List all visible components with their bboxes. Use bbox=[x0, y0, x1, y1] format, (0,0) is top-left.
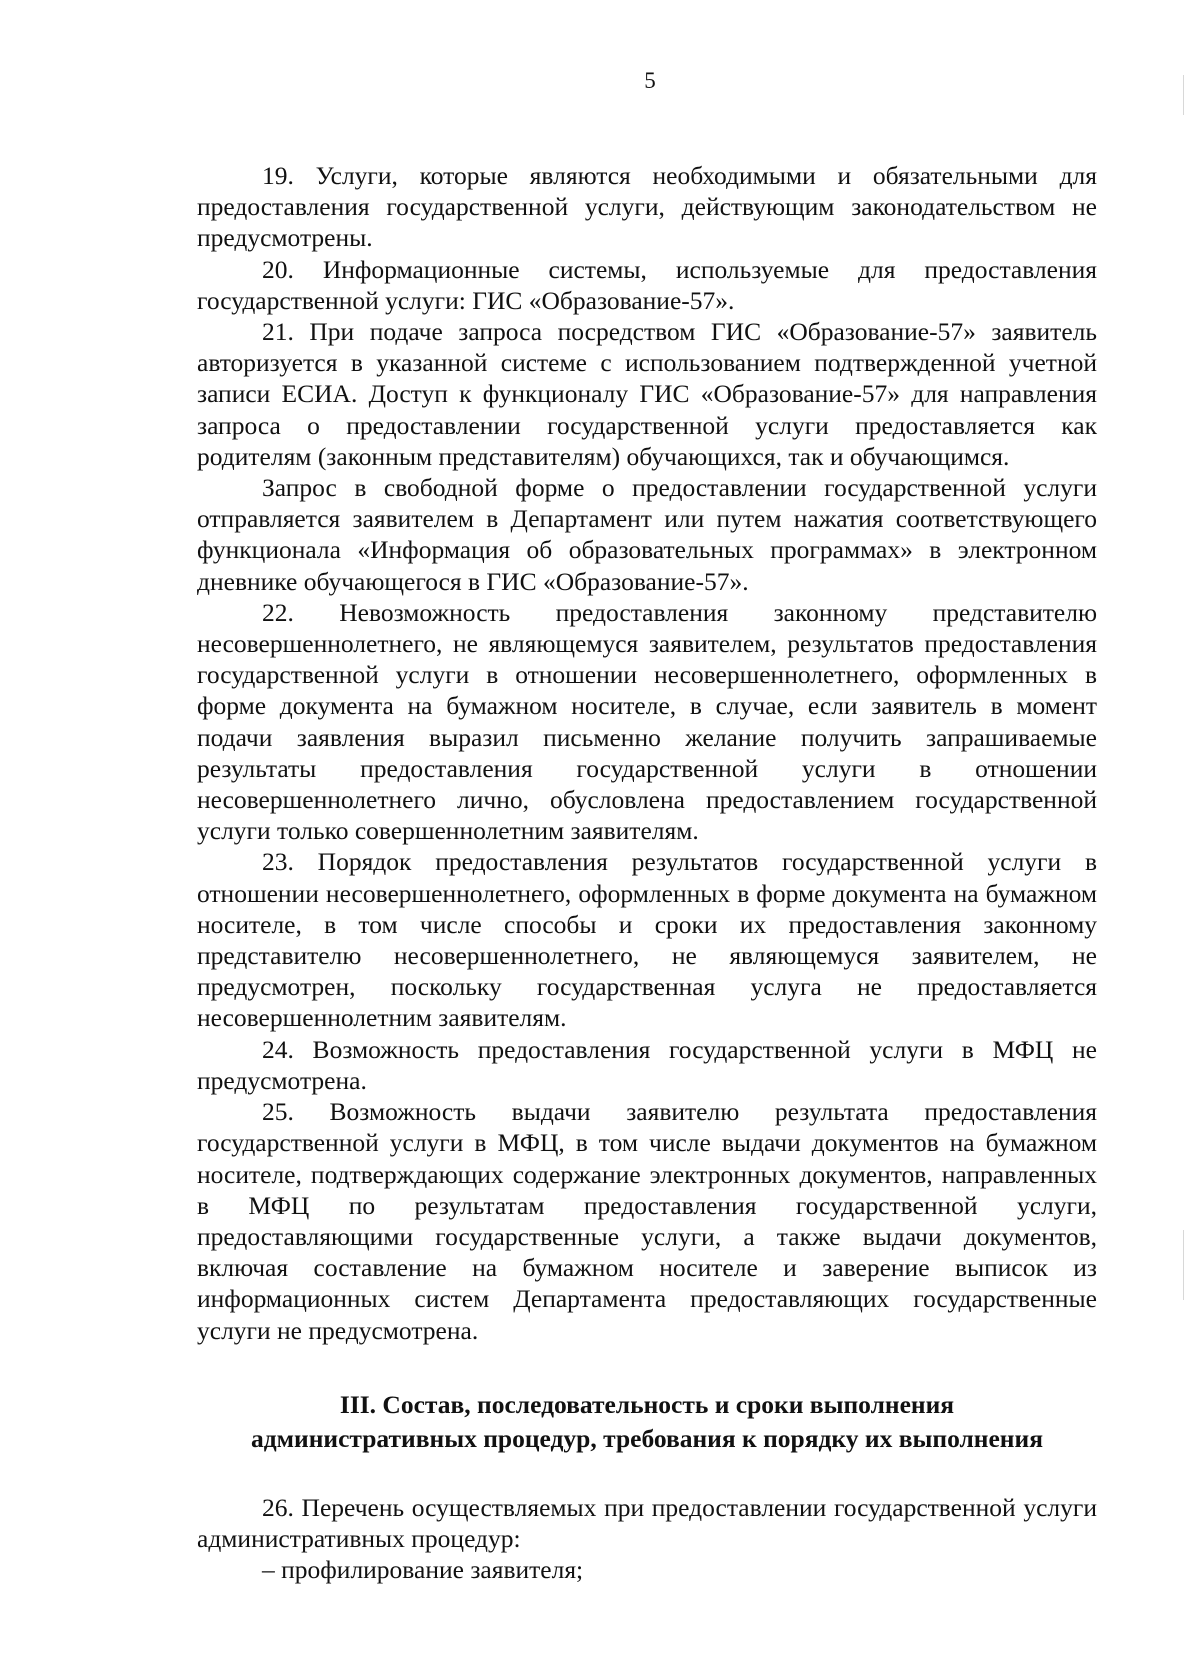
paragraph-20: 20. Информационные системы, используемые для предоставления государственной услуги: ГИС «Образование-57». bbox=[197, 254, 1097, 315]
scan-edge-mark bbox=[1183, 75, 1184, 115]
paragraph-21: 21. При подаче запроса посредством ГИС «Образование-57» заявитель авторизуется в указанной системе с использованием подтвержденной учетной записи ЕСИА. Доступ к функционалу ГИС «Образование-57» для направления запроса о предоставлении государственной услуги предоставляется как родителям (законным представителям) обучающихся, так и обучающимся. bbox=[197, 317, 1097, 471]
section-heading-line-1: III. Состав, последовательность и сроки выполнения bbox=[339, 1389, 955, 1419]
paragraph-25: 25. Возможность выдачи заявителю результата предоставления государственной услуги в МФЦ, в том числе выдачи документов на бумажном носителе, подтверждающих содержание электронных документов, направленных в МФЦ по результатам предоставления государственной услуги, предоставляющими государственные услуги, а также выдачи документов, включая составление на бумажном носителе и заверение выписок из информационных систем Департамента предоставляющих государственные услуги не предусмотрена. bbox=[197, 1097, 1097, 1345]
paragraph-24: 24. Возможность предоставления государственной услуги в МФЦ не предусмотрена. bbox=[197, 1034, 1097, 1095]
paragraph-22: 22. Невозможность предоставления законному представителю несовершеннолетнего, не являющемуся заявителем, результатов предоставления государственной услуги в отношении несовершеннолетнего, оформленных в форме документа на бумажном носителе, в случае, если заявитель в момент подачи заявления выразил письменно желание получить запрашиваемые результаты предоставления государственной услуги в отношении несовершеннолетнего лично, обусловлена предоставлением государственной услуги только совершеннолетним заявителям. bbox=[197, 597, 1097, 846]
list-item: – профилирование заявителя; bbox=[262, 1555, 584, 1585]
section-heading-line-2: административных процедур, требования к порядку их выполнения bbox=[250, 1423, 1043, 1453]
page-number: 5 bbox=[644, 68, 656, 93]
document-body bbox=[197, 160, 1097, 1585]
paragraph-23: 23. Порядок предоставления результатов государственной услуги в отношении несовершеннолетнего, оформленных в форме документа на бумажном носителе, в том числе способы и сроки их предоставления законному представителю несовершеннолетнего, не являющемуся заявителем, не предусмотрен, поскольку государственная услуга не предоставляется несовершеннолетним заявителям. bbox=[197, 847, 1097, 1033]
paragraph-19: 19. Услуги, которые являются необходимыми и обязательными для предоставления государственной услуги, действующим законодательством не предусмотрены. bbox=[197, 161, 1097, 253]
paragraph-21-continued: Запрос в свободной форме о предоставлении государственной услуги отправляется заявителем в Департамент или путем нажатия соответствующего функционала «Информация об образовательных программах» в электронном дневнике обучающегося в ГИС «Образование-57». bbox=[197, 473, 1097, 596]
scan-edge-mark bbox=[1183, 1230, 1184, 1300]
section-heading bbox=[197, 1388, 1097, 1456]
paragraph-26: 26. Перечень осуществляемых при предоставлении государственной услуги административных процедур: bbox=[197, 1492, 1097, 1553]
